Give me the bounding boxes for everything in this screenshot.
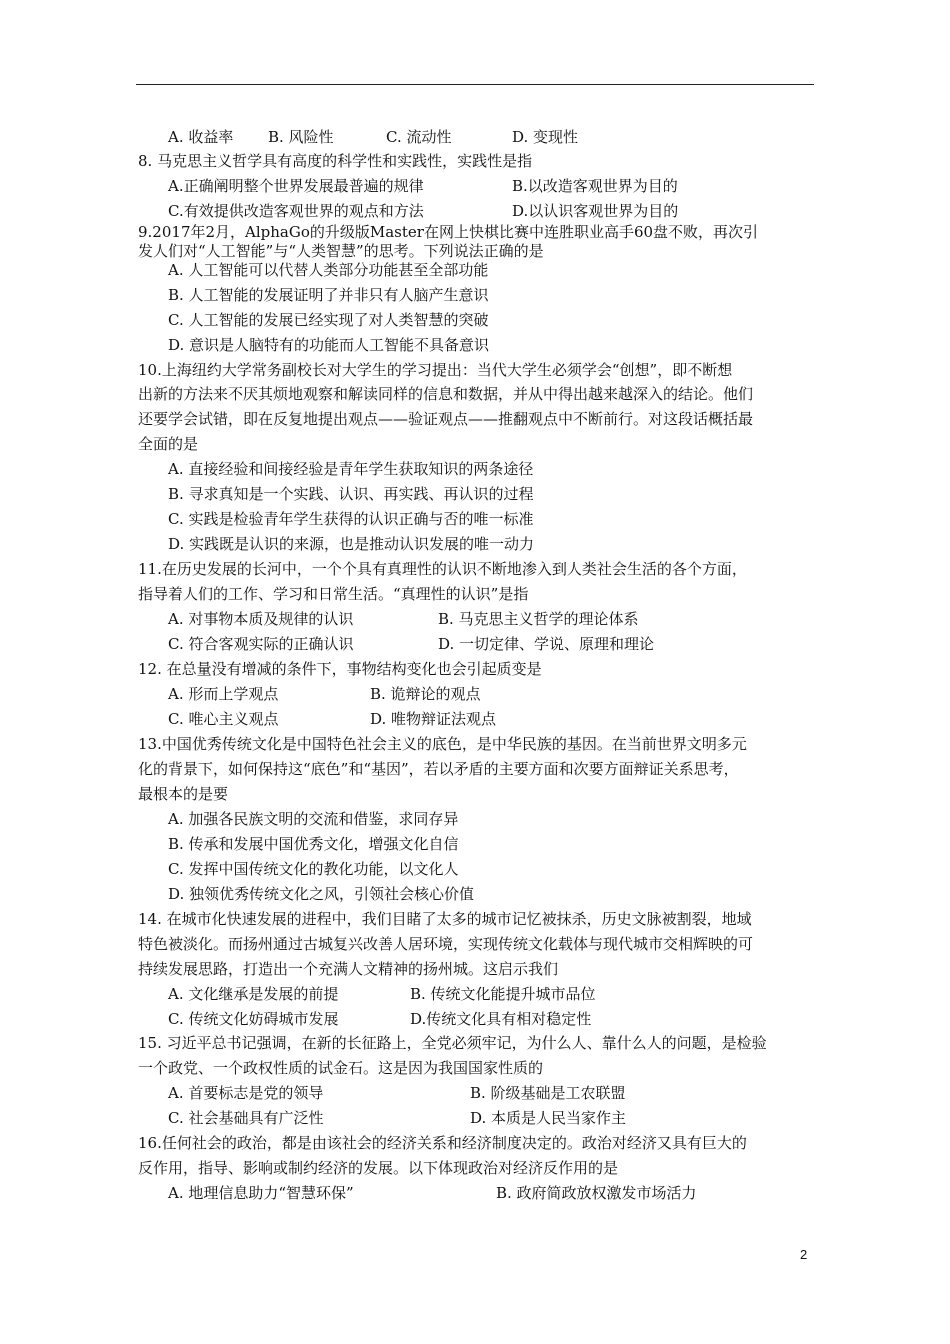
q13-stem-line-1: 13.中国优秀传统文化是中国特色社会主义的底色，是中华民族的基因。在当前世界文明多元: [138, 735, 747, 753]
q9-option-d: D. 意识是人脑特有的功能而人工智能不具备意识: [168, 336, 490, 354]
q13-option-c: C. 发挥中国传统文化的教化功能，以文化人: [168, 860, 459, 878]
q8-option-b: B.以改造客观世界为目的: [512, 177, 678, 195]
q11-option-d: D. 一切定律、学说、原理和理论: [438, 635, 655, 653]
q8-option-d: D.以认识客观世界为目的: [512, 202, 679, 220]
page-number: 2: [800, 1247, 808, 1262]
header-rule: [136, 84, 814, 85]
q13-option-b: B. 传承和发展中国优秀文化，增强文化自信: [168, 835, 459, 853]
q8-option-c: C.有效提供改造客观世界的观点和方法: [168, 202, 424, 220]
q11-option-a: A. 对事物本质及规律的认识: [168, 610, 354, 628]
q15-stem-line-2: 一个政党、一个政权性质的试金石。这是因为我国国家性质的: [138, 1059, 544, 1077]
q7-option-b: B. 风险性: [268, 128, 334, 146]
q7-option-d: D. 变现性: [512, 128, 579, 146]
q14-stem-line-3: 持续发展思路，打造出一个充满人文精神的扬州城。这启示我们: [138, 960, 559, 978]
q15-option-d: D. 本质是人民当家作主: [470, 1109, 627, 1127]
q12-option-d: D. 唯物辩证法观点: [370, 710, 497, 728]
q10-option-c: C. 实践是检验青年学生获得的认识正确与否的唯一标准: [168, 510, 534, 528]
q16-option-b: B. 政府简政放权激发市场活力: [496, 1184, 697, 1202]
q14-stem-line-1: 14. 在城市化快速发展的进程中，我们目睹了太多的城市记忆被抹杀，历史文脉被割裂，地域: [138, 910, 752, 928]
q9-stem-line-1: 9.2017年2月，AlphaGo的升级版Master在网上快棋比赛中连胜职业高手60盘不败，再次引: [138, 223, 759, 241]
q10-stem-line-3: 还要学会试错，即在反复地提出观点——验证观点——推翻观点中不断前行。对这段话概括最: [138, 410, 754, 428]
q11-stem-line-1: 11.在历史发展的长河中，一个个具有真理性的认识不断地渗入到人类社会生活的各个方面，: [138, 560, 747, 578]
q13-option-d: D. 独领优秀传统文化之风，引领社会核心价值: [168, 885, 475, 903]
q11-stem-line-2: 指导着人们的工作、学习和日常生活。“真理性的认识”是指: [138, 585, 529, 603]
q14-stem-line-2: 特色被淡化。而扬州通过古城复兴改善人居环境，实现传统文化载体与现代城市交相辉映的可: [138, 935, 754, 953]
q9-option-c: C. 人工智能的发展已经实现了对人类智慧的突破: [168, 311, 489, 329]
q16-option-a: A. 地理信息助力“智慧环保”: [168, 1184, 354, 1202]
q13-stem-line-2: 化的背景下，如何保持这“底色”和“基因”，若以矛盾的主要方面和次要方面辩证关系思考，: [138, 760, 739, 778]
q10-stem-line-1: 10.上海纽约大学常务副校长对大学生的学习提出：当代大学生必须学会“创想”，即不断想: [138, 361, 733, 379]
q13-option-a: A. 加强各民族文明的交流和借鉴，求同存异: [168, 810, 459, 828]
q15-option-c: C. 社会基础具有广泛性: [168, 1109, 324, 1127]
q10-option-b: B. 寻求真知是一个实践、认识、再实践、再认识的过程: [168, 485, 534, 503]
q8-stem: 8. 马克思主义哲学具有高度的科学性和实践性，实践性是指: [138, 152, 533, 170]
q7-option-c: C. 流动性: [386, 128, 452, 146]
q9-stem-line-2: 发人们对“人工智能”与“人类智慧”的思考。下列说法正确的是: [138, 242, 544, 260]
q11-option-b: B. 马克思主义哲学的理论体系: [438, 610, 639, 628]
q13-stem-line-3: 最根本的是要: [138, 785, 229, 803]
q15-stem-line-1: 15. 习近平总书记强调，在新的长征路上，全党必须牢记，为什么人、靠什么人的问题，是检验: [138, 1034, 767, 1052]
q7-option-a: A. 收益率: [168, 128, 234, 146]
q14-option-d: D.传统文化具有相对稳定性: [410, 1010, 592, 1028]
q12-option-b: B. 诡辩论的观点: [370, 685, 481, 703]
q12-option-c: C. 唯心主义观点: [168, 710, 279, 728]
q12-stem: 12. 在总量没有增减的条件下，事物结构变化也会引起质变是: [138, 660, 542, 678]
q9-option-b: B. 人工智能的发展证明了并非只有人脑产生意识: [168, 286, 489, 304]
q12-option-a: A. 形而上学观点: [168, 685, 279, 703]
q15-option-a: A. 首要标志是党的领导: [168, 1084, 324, 1102]
q9-option-a: A. 人工智能可以代替人类部分功能甚至全部功能: [168, 261, 489, 279]
q15-option-b: B. 阶级基础是工农联盟: [470, 1084, 626, 1102]
q16-stem-line-1: 16.任何社会的政治，都是由该社会的经济关系和经济制度决定的。政治对经济又具有巨大的: [138, 1134, 747, 1152]
q16-stem-line-2: 反作用，指导、影响或制约经济的发展。以下体现政治对经济反作用的是: [138, 1159, 619, 1177]
q10-stem-line-4: 全面的是: [138, 435, 199, 453]
q8-option-a: A.正确阐明整个世界发展最普遍的规律: [168, 177, 424, 195]
q14-option-b: B. 传统文化能提升城市品位: [410, 985, 596, 1003]
q14-option-c: C. 传统文化妨碍城市发展: [168, 1010, 339, 1028]
q10-stem-line-2: 出新的方法来不厌其烦地观察和解读同样的信息和数据，并从中得出越来越深入的结论。他们: [138, 385, 754, 403]
q10-option-d: D. 实践既是认识的来源，也是推动认识发展的唯一动力: [168, 535, 535, 553]
q11-option-c: C. 符合客观实际的正确认识: [168, 635, 354, 653]
q10-option-a: A. 直接经验和间接经验是青年学生获取知识的两条途径: [168, 460, 534, 478]
q14-option-a: A. 文化继承是发展的前提: [168, 985, 339, 1003]
